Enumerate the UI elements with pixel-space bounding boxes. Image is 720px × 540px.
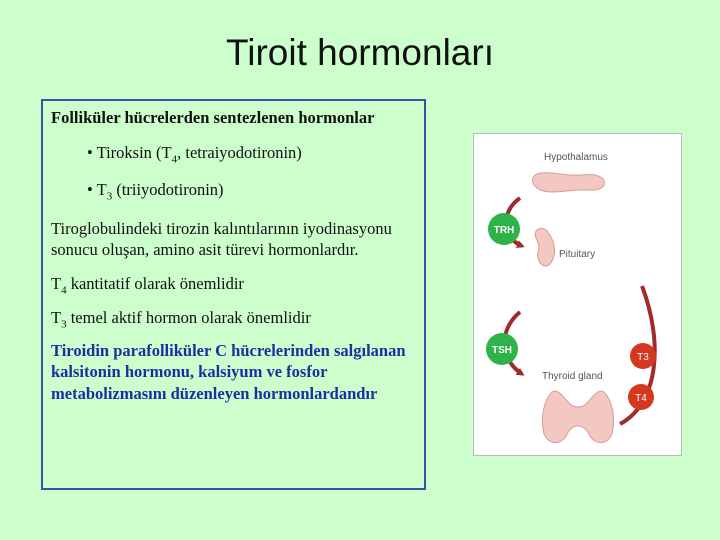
t4-line-suffix: kantitatif olarak önemlidir [66,273,244,293]
heading-text: Folliküler hücrelerden sentezlenen hormonlar [51,108,375,127]
t4-importance-line [51,273,416,298]
bullet-t3-sub: 3 [106,190,113,203]
t3-badge [630,343,656,369]
t3-line-prefix: T [51,308,62,328]
t3-text: T3 [637,352,649,363]
thyroid-shape [542,391,613,442]
hypothalamus-shape [532,173,604,192]
trh-badge [488,213,520,245]
hpt-axis-diagram [474,134,683,457]
bullet-t3-prefix: • T [87,180,107,200]
content-textbox [41,99,426,490]
t4-line-sub: 4 [61,283,67,296]
hypothalamus-label: Hypothalamus [544,152,608,163]
tsh-badge [486,333,518,365]
bullet-thyroxine-sub: 4 [171,153,178,166]
trh-text: TRH [493,225,515,236]
t3-line-sub: 3 [61,318,67,331]
t4-badge [628,384,654,410]
bullet-thyroxine [87,142,416,167]
t3-line-suffix: temel aktif hormon olarak önemlidir [66,308,311,328]
bullet-triiodothyronine [87,179,416,204]
t4-line-prefix: T [51,273,62,293]
bullet-t3-suffix: (triiyodotironin) [112,180,224,200]
t4-text: T4 [635,393,647,404]
t3-importance-line [51,307,416,332]
calcitonin-note: Tiroidin parafolliküler C hücrelerinden salgılanan kalsitonin hormonu, kalsiyum ve fosfor metabolizmasını düzenleyen hormonlardandır [51,340,406,403]
bullet-thyroxine-suffix: , tetraiyodotironin) [177,143,302,163]
tsh-text: TSH [492,345,512,356]
hpt-axis-figure [473,133,682,456]
thyroid-label: Thyroid gland [542,371,603,382]
pituitary-shape [535,228,554,266]
slide-title: Tiroit hormonları [226,32,494,73]
bullet-thyroxine-prefix: • Tiroksin (T [87,143,172,163]
pituitary-label: Pituitary [559,249,596,260]
paragraph-iodination: Tiroglobulindeki tirozin kalıntılarının iyodinasyonu sonucu oluşan, amino asit türevi hormonlardır. [51,218,392,260]
